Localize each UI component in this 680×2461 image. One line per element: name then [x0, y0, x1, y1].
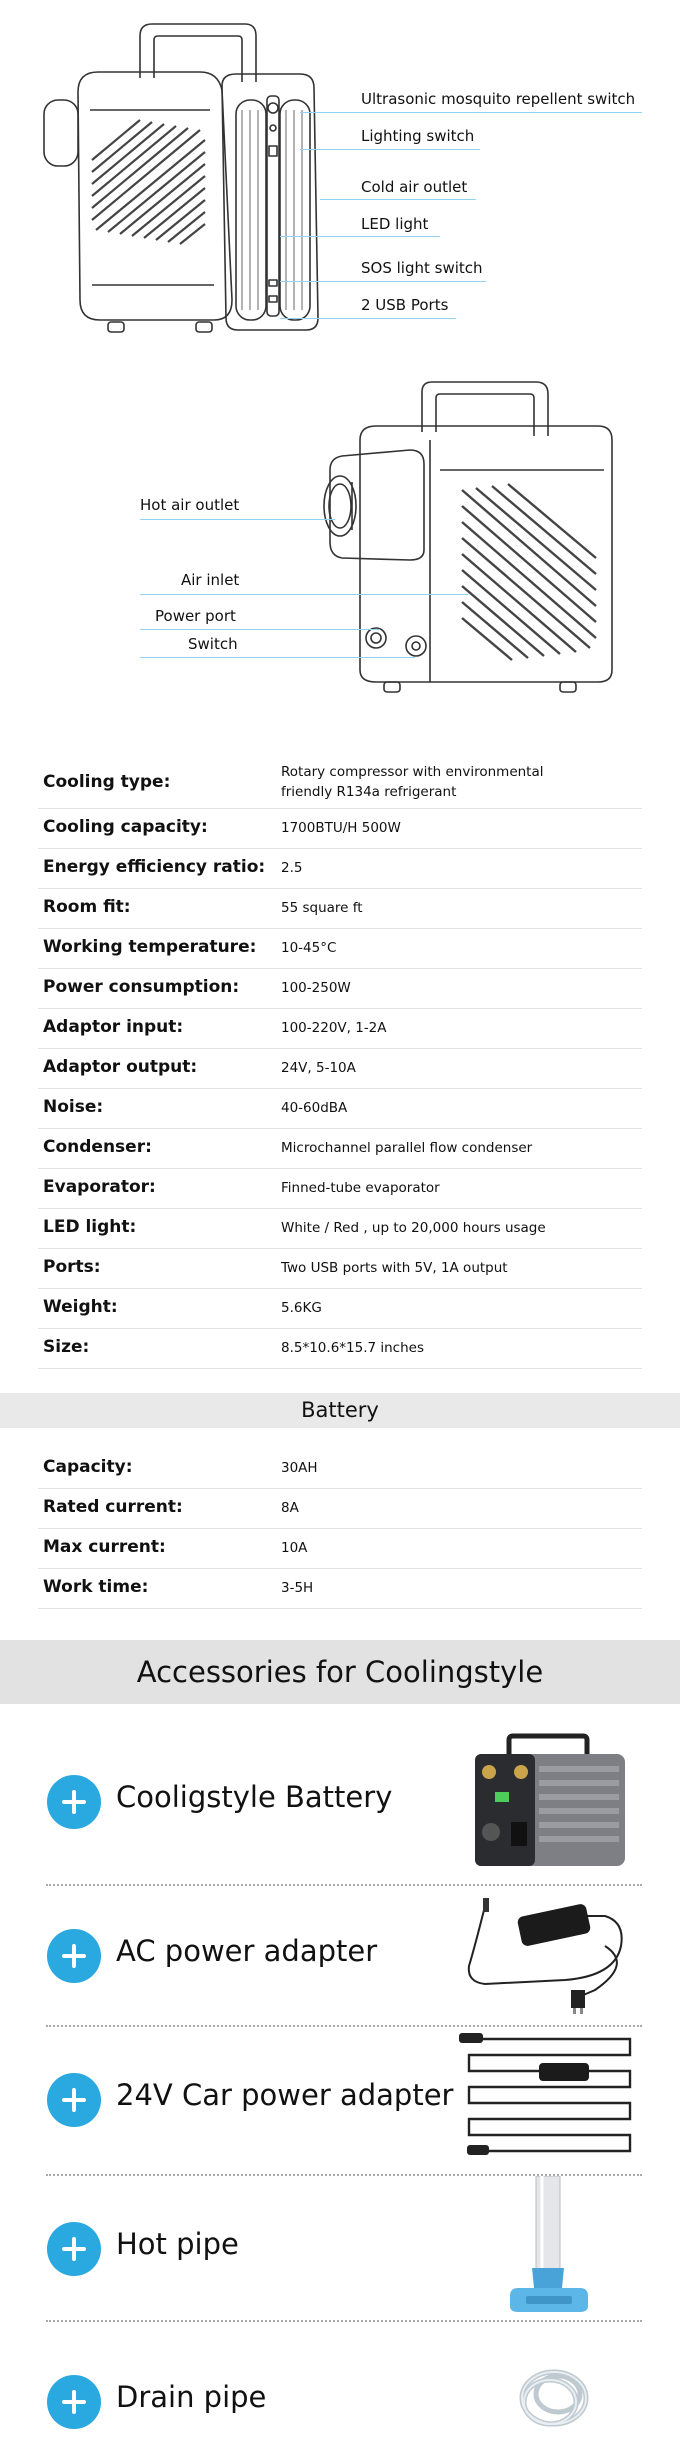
callout-line — [280, 236, 440, 237]
callout-lighting-switch: Lighting switch — [361, 127, 475, 145]
spec-label: LED light: — [43, 1217, 137, 1237]
spec-label: Room fit: — [43, 897, 131, 917]
plus-icon[interactable] — [47, 2375, 101, 2429]
battery-heading-band — [0, 1393, 680, 1428]
spec-value: 30AH — [281, 1460, 318, 1476]
spec-value: Finned-tube evaporator — [281, 1180, 440, 1196]
table-row — [38, 1088, 642, 1129]
spec-label: Energy efficiency ratio: — [43, 857, 266, 877]
plus-icon[interactable] — [47, 2222, 101, 2276]
callout-line — [140, 657, 415, 658]
spec-label: Power consumption: — [43, 977, 240, 997]
callout-led-light: LED light — [361, 215, 429, 233]
accessory-item-hot-pipe — [0, 2176, 680, 2321]
spec-label: Max current: — [43, 1537, 166, 1557]
callout-usb-ports: 2 USB Ports — [361, 296, 449, 314]
accessory-label: 24V Car power adapter — [116, 2078, 454, 2112]
table-row — [38, 1208, 642, 1249]
spec-label: Adaptor output: — [43, 1057, 198, 1077]
spec-label: Weight: — [43, 1297, 118, 1317]
ac-adapter-image — [455, 1886, 645, 2016]
table-row — [38, 888, 642, 929]
spec-label: Rated current: — [43, 1497, 183, 1517]
table-row — [38, 1328, 642, 1369]
spec-label: Size: — [43, 1337, 90, 1357]
spec-value: 24V, 5-10A — [281, 1060, 356, 1076]
plus-icon[interactable] — [47, 2073, 101, 2127]
spec-label: Cooling capacity: — [43, 817, 208, 837]
accessory-item-battery — [0, 1704, 680, 1884]
spec-label: Condenser: — [43, 1137, 152, 1157]
callout-power-port: Power port — [155, 607, 236, 625]
table-row — [38, 1168, 642, 1209]
front-view-diagram — [0, 0, 680, 345]
table-row — [38, 848, 642, 889]
table-row — [38, 1048, 642, 1089]
table-row — [38, 1568, 642, 1609]
callout-line — [300, 149, 480, 150]
callout-switch: Switch — [188, 635, 238, 653]
battery-pack-image — [465, 1732, 635, 1882]
spec-value: 100-220V, 1-2A — [281, 1020, 387, 1036]
spec-value: 8A — [281, 1500, 299, 1516]
callout-line — [320, 199, 476, 200]
accessories-heading: Accessories for Coolingstyle — [136, 1655, 544, 1689]
callout-line — [140, 519, 335, 520]
accessory-label: Hot pipe — [116, 2227, 239, 2261]
table-row — [38, 1448, 642, 1489]
accessory-label: AC power adapter — [116, 1934, 378, 1968]
spec-value: 2.5 — [281, 860, 303, 876]
callout-mosquito-switch: Ultrasonic mosquito repellent switch — [361, 90, 636, 108]
back-view-diagram — [0, 370, 680, 710]
battery-table — [38, 1448, 642, 1608]
spec-label: Ports: — [43, 1257, 101, 1277]
spec-value: 5.6KG — [281, 1300, 322, 1316]
spec-value: Two USB ports with 5V, 1A output — [281, 1260, 508, 1276]
table-row — [38, 1488, 642, 1529]
accessory-label: Drain pipe — [116, 2380, 267, 2414]
spec-table — [38, 756, 642, 1368]
callout-air-inlet: Air inlet — [181, 571, 240, 589]
callout-line — [280, 281, 486, 282]
accessory-item-car-adapter — [0, 2027, 680, 2175]
car-adapter-image — [455, 2029, 645, 2169]
callout-line — [140, 629, 380, 630]
table-row — [38, 808, 642, 849]
spec-value: White / Red , up to 20,000 hours usage — [281, 1220, 546, 1236]
callout-sos-switch: SOS light switch — [361, 259, 483, 277]
accessory-label: Cooligstyle Battery — [116, 1780, 393, 1814]
callout-line — [280, 318, 456, 319]
battery-heading: Battery — [301, 1398, 379, 1422]
spec-label: Capacity: — [43, 1457, 133, 1477]
spec-label: Adaptor input: — [43, 1017, 184, 1037]
table-row — [38, 1528, 642, 1569]
table-row — [38, 756, 642, 809]
accessory-item-ac-adapter — [0, 1886, 680, 2026]
table-row — [38, 1128, 642, 1169]
table-row — [38, 1008, 642, 1049]
spec-value: 10-45°C — [281, 940, 337, 956]
accessory-item-drain-pipe — [0, 2322, 680, 2461]
accessories-heading-band — [0, 1640, 680, 1704]
plus-icon[interactable] — [47, 1929, 101, 1983]
plus-icon[interactable] — [47, 1775, 101, 1829]
spec-label: Working temperature: — [43, 937, 257, 957]
spec-value: Microchannel parallel flow condenser — [281, 1140, 533, 1156]
spec-value: Rotary compressor with environmental friendly R134a refrigerant — [281, 764, 544, 800]
spec-value: 100-250W — [281, 980, 351, 996]
spec-value: 3-5H — [281, 1580, 314, 1596]
callout-hot-air-outlet: Hot air outlet — [140, 496, 240, 514]
spec-label: Evaporator: — [43, 1177, 156, 1197]
back-unit-illustration — [0, 370, 680, 710]
spec-label: Noise: — [43, 1097, 104, 1117]
callout-line — [140, 594, 468, 595]
drain-pipe-image — [494, 2322, 614, 2461]
spec-value: 8.5*10.6*15.7 inches — [281, 1340, 425, 1356]
table-row — [38, 1288, 642, 1329]
hot-pipe-image — [500, 2176, 620, 2321]
table-row — [38, 968, 642, 1009]
callout-cold-air-outlet: Cold air outlet — [361, 178, 468, 196]
spec-value: 10A — [281, 1540, 308, 1556]
spec-value: 55 square ft — [281, 900, 363, 916]
table-row — [38, 1248, 642, 1289]
front-unit-illustration — [0, 0, 680, 345]
callout-line — [300, 112, 642, 113]
spec-value: 1700BTU/H 500W — [281, 820, 401, 836]
spec-label: Cooling type: — [43, 772, 171, 792]
spec-label: Work time: — [43, 1577, 149, 1597]
spec-value: 40-60dBA — [281, 1100, 348, 1116]
table-row — [38, 928, 642, 969]
